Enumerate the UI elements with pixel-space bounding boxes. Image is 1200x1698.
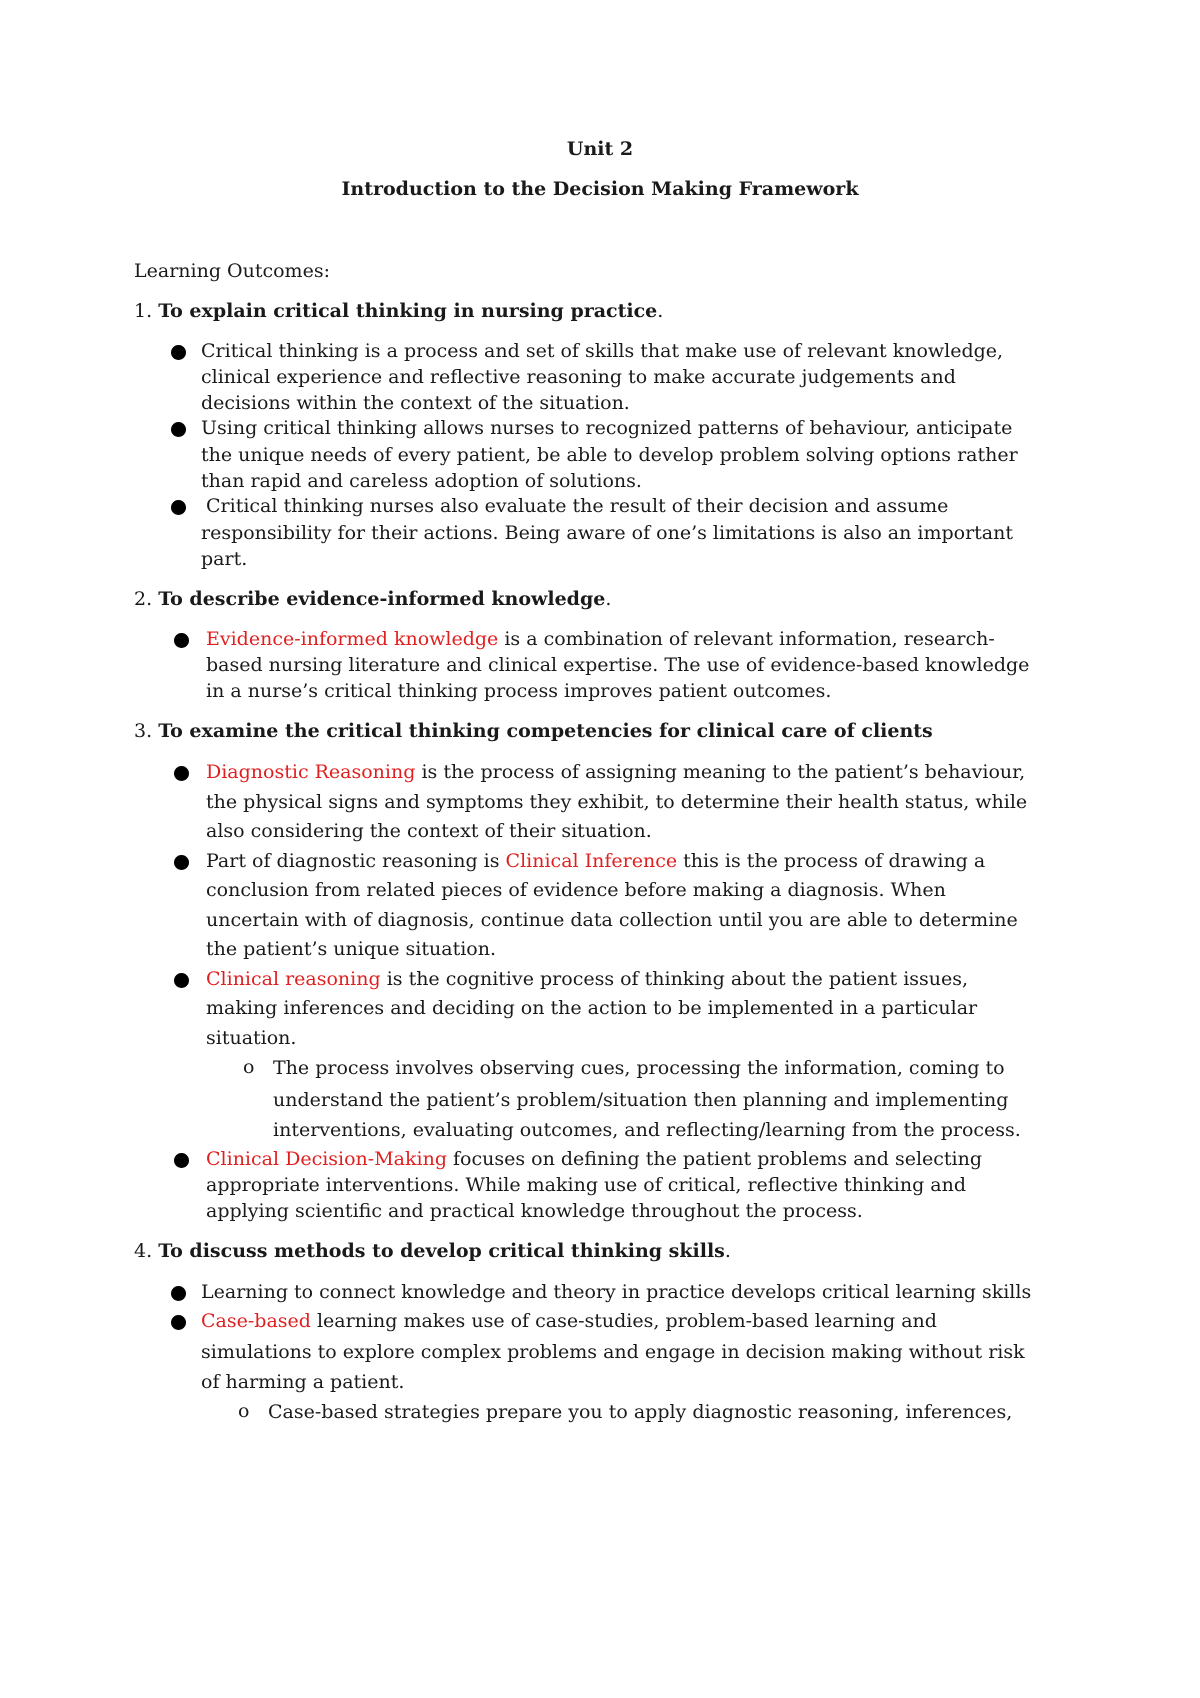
o1-b1-line2: clinical experience and reflective reasoning to make accurate judgements and	[201, 366, 956, 388]
o3-b4-line2: appropriate interventions. While making use of critical, reflective thinking and	[206, 1174, 966, 1196]
outcome-4-heading: 4. To discuss methods to develop critical thinking skills.	[134, 1240, 731, 1262]
o4-b2-sub-line1: Case-based strategies prepare you to apply diagnostic reasoning, inferences,	[268, 1401, 1013, 1423]
document-title: Introduction to the Decision Making Framework	[341, 178, 859, 200]
outcome-3-heading: 3. To examine the critical thinking competencies for clinical care of clients	[134, 720, 933, 742]
o1-b3-line3: part.	[201, 548, 248, 570]
o3-b3-line3: situation.	[206, 1027, 297, 1049]
o3-b1-line1: Diagnostic Reasoning is the process of assigning meaning to the patient’s behaviour,	[206, 761, 1026, 783]
o1-b2-line3: than rapid and careless adoption of solutions.	[201, 470, 642, 492]
bullet-icon	[171, 1315, 186, 1330]
term-evidence-informed-knowledge: Evidence-informed knowledge	[206, 628, 499, 650]
o3-b4-line3: applying scientific and practical knowledge throughout the process.	[206, 1200, 863, 1222]
o3-b3-line2: making inferences and deciding on the action to be implemented in a particular	[206, 997, 978, 1019]
o4-b2-line3: of harming a patient.	[201, 1371, 405, 1393]
o2-b1-line1: Evidence-informed knowledge is a combination of relevant information, research-	[206, 628, 995, 650]
o1-b1-line3: decisions within the context of the situation.	[201, 392, 630, 414]
outcome-2-heading: 2. To describe evidence-informed knowledge.	[134, 588, 612, 610]
o2-b1-line3: in a nurse’s critical thinking process improves patient outcomes.	[206, 680, 832, 702]
o3-b1-line3: also considering the context of their situation.	[206, 820, 652, 842]
o3-b2-line1: Part of diagnostic reasoning is Clinical Inference this is the process of drawing a	[206, 850, 986, 872]
learning-outcomes-label: Learning Outcomes:	[134, 260, 330, 282]
term-case-based: Case-based	[201, 1310, 311, 1332]
outcome-1-heading: 1. To explain critical thinking in nursing practice.	[134, 300, 664, 322]
o3-b4-line1: Clinical Decision-Making focuses on defining the patient problems and selecting	[206, 1148, 983, 1170]
bullet-icon	[171, 345, 186, 360]
o3-b2-line2: conclusion from related pieces of evidence before making a diagnosis. When	[206, 879, 946, 901]
term-clinical-decision-making: Clinical Decision-Making	[206, 1148, 447, 1170]
o1-b3-line2: responsibility for their actions. Being aware of one’s limitations is also an important	[201, 522, 1014, 544]
bullet-icon	[171, 500, 186, 515]
bullet-icon	[171, 422, 186, 437]
o4-b1-line1: Learning to connect knowledge and theory in practice develops critical learning skills	[201, 1281, 1032, 1303]
o3-b1-line2: the physical signs and symptoms they exhibit, to determine their health status, while	[206, 791, 1028, 813]
o3-b3-line1: Clinical reasoning is the cognitive process of thinking about the patient issues,	[206, 968, 969, 990]
o2-b1-line2: based nursing literature and clinical expertise. The use of evidence-based knowledge	[206, 654, 1030, 676]
o1-b3-line1: Critical thinking nurses also evaluate the result of their decision and assume	[206, 495, 949, 517]
bullet-icon	[174, 973, 189, 988]
o1-b2-line2: the unique needs of every patient, be able to develop problem solving options rather	[201, 444, 1018, 466]
bullet-icon	[174, 855, 189, 870]
o1-b1-line1: Critical thinking is a process and set of skills that make use of relevant knowledge,	[201, 340, 1004, 362]
o3-b3-sub-line3: interventions, evaluating outcomes, and reflecting/learning from the process.	[273, 1119, 1021, 1141]
o1-b2-line1: Using critical thinking allows nurses to recognized patterns of behaviour, anticipate	[201, 417, 1013, 439]
bullet-icon	[171, 1286, 186, 1301]
o3-b2-line3: uncertain with of diagnosis, continue data collection until you are able to determine	[206, 909, 1018, 931]
o4-b2-line2: simulations to explore complex problems and engage in decision making without risk	[201, 1341, 1025, 1363]
unit-title: Unit 2	[566, 138, 634, 160]
o3-b2-line4: the patient’s unique situation.	[206, 938, 496, 960]
bullet-icon	[174, 766, 189, 781]
sub-bullet-icon: o	[238, 1400, 250, 1422]
o3-b3-sub-line1: The process involves observing cues, processing the information, coming to	[273, 1057, 1005, 1079]
term-diagnostic-reasoning: Diagnostic Reasoning	[206, 761, 416, 783]
o4-b2-line1: Case-based learning makes use of case-studies, problem-based learning and	[201, 1310, 937, 1332]
o3-b3-sub-line2: understand the patient’s problem/situation then planning and implementing	[273, 1089, 1009, 1111]
bullet-icon	[174, 1153, 189, 1168]
bullet-icon	[174, 633, 189, 648]
sub-bullet-icon: o	[243, 1056, 255, 1078]
term-clinical-reasoning: Clinical reasoning	[206, 968, 381, 990]
term-clinical-inference: Clinical Inference	[505, 850, 678, 872]
